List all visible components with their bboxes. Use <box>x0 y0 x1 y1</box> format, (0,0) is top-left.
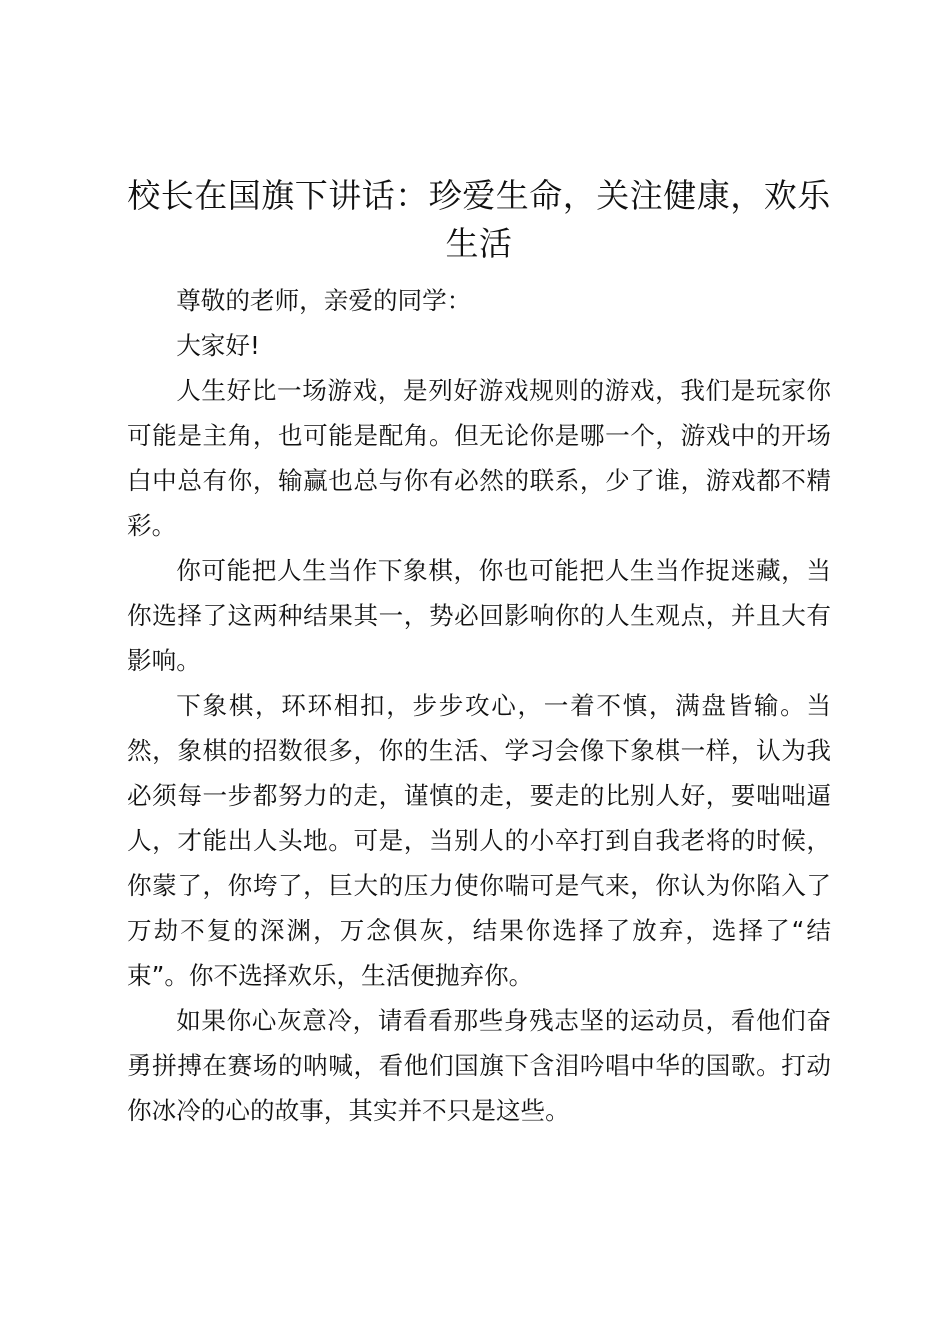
document-page <box>127 172 831 1133</box>
body-paragraph: 下象棋，环环相扣，步步攻心，一着不慎，满盘皆输。当然，象棋的招数很多，你的生活、学习会像下象棋一样，认为我必须每一步都努力的走，谨慎的走，要走的比别人好，要咄咄逼人，才能出人头地。可是，当别人的小卒打到自我老将的时候，你蒙了，你垮了，巨大的压力使你喘可是气来，你认为你陷入了万劫不复的深渊，万念俱灰，结果你选择了放弃，选择了“结束”。你不选择欢乐，生活便抛弃你。 <box>127 691 831 990</box>
salutation-line: 大家好! <box>176 331 260 360</box>
document-title: 校长在国旗下讲话：珍爱生命，关注健康，欢乐生活 <box>127 176 831 263</box>
body-paragraph: 人生好比一场游戏，是列好游戏规则的游戏，我们是玩家你可能是主角，也可能是配角。但无论你是哪一个，游戏中的开场白中总有你，输赢也总与你有必然的联系，少了谁，游戏都不精彩。 <box>127 376 831 540</box>
body-paragraph: 如果你心灰意冷，请看看那些身残志坚的运动员，看他们奋勇拼搏在赛场的呐喊，看他们国旗下含泪吟唱中华的国歌。打动你冰冷的心的故事，其实并不只是这些。 <box>127 1006 831 1125</box>
greeting-line: 尊敬的老师，亲爱的同学： <box>176 286 472 315</box>
document-body <box>127 278 831 1133</box>
body-paragraph: 你可能把人生当作下象棋，你也可能把人生当作捉迷藏，当你选择了这两种结果其一，势必回影响你的人生观点，并且大有影响。 <box>127 556 831 675</box>
